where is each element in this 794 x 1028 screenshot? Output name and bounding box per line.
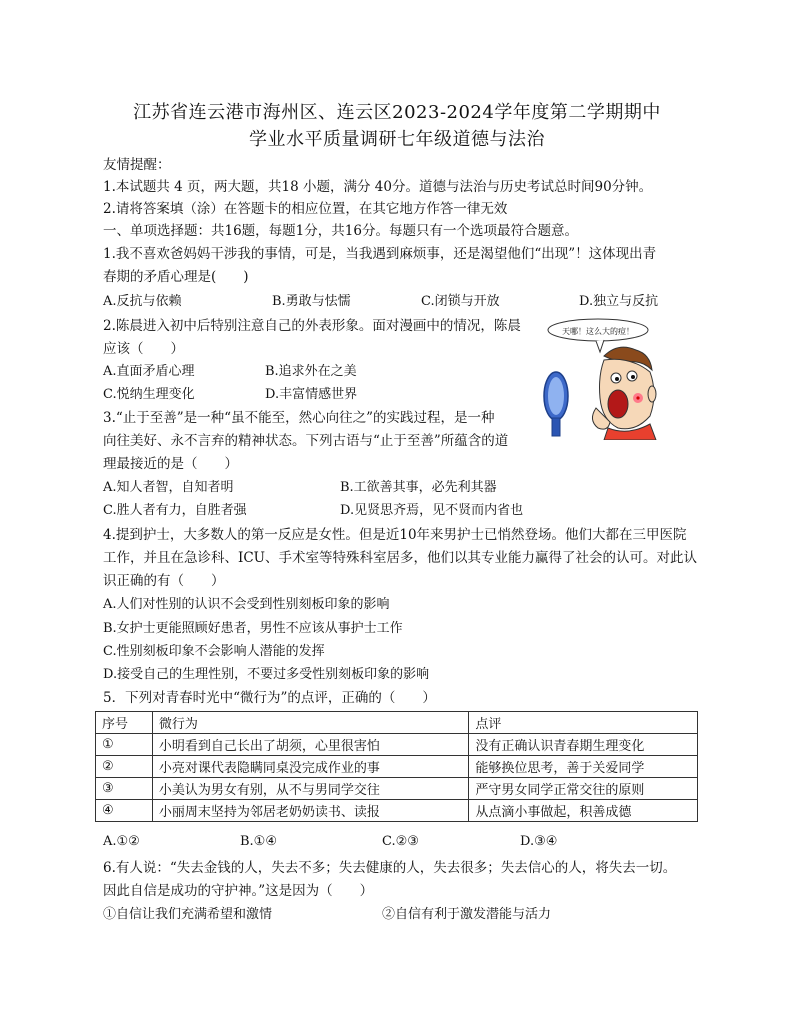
table-cell: ③ (96, 778, 153, 800)
table-cell: 小明看到自己长出了胡须，心里很害怕 (152, 734, 468, 756)
question-4-line-1: 4.提到护士，大多数人的第一反应是女性。但是近10年来男护士已悄然登场。他们大都在三甲医院 (103, 527, 687, 543)
q1-option-d: D.独立与反抗 (579, 294, 659, 309)
table-row (96, 734, 698, 756)
speech-bubble-text: 天哪！这么大的痘！ (562, 327, 634, 336)
q4-option-c: C.性别刻板印象不会影响人潜能的发挥 (103, 644, 325, 659)
table-header-cell: 序号 (96, 712, 153, 734)
question-6-line-2: 因此自信是成功的守护神。”这是因为（ ） (103, 883, 374, 899)
notice-heading: 友情提醒： (103, 157, 171, 173)
q1-option-b: B.勇敢与怯懦 (272, 294, 351, 309)
q6-item-1: ①自信让我们充满希望和激情 (103, 907, 273, 922)
q5-option-c: C.②③ (382, 834, 419, 849)
table-row (96, 778, 698, 800)
q3-option-b: B.工欲善其事，必先利其器 (340, 480, 497, 495)
table-cell: 小亮对课代表隐瞒同桌没完成作业的事 (152, 756, 468, 778)
table-cell: ① (96, 734, 153, 756)
q2-option-c: C.悦纳生理变化 (103, 387, 195, 402)
q4-option-d: D.接受自己的生理性别，不要过多受性别刻板印象的影响 (103, 667, 430, 682)
q6-item-2: ②自信有利于激发潜能与活力 (382, 907, 552, 922)
notice-item-1: 1.本试题共 4 页，两大题，共18 小题，满分 40分。道德与法治与历史考试总时间90分钟。 (103, 179, 653, 195)
question-3-line-3: 理最接近的是（ ） (103, 456, 238, 472)
q3-option-a: A.知人者智，自知者明 (103, 480, 234, 495)
q5-table (95, 711, 698, 822)
question-3-line-1: 3.“止于至善”是一种“虽不能至，然心向往之”的实践过程，是一种 (103, 410, 495, 426)
table-cell: ② (96, 756, 153, 778)
table-cell: 小美认为男女有别，从不与男同学交往 (152, 778, 468, 800)
q3-option-d: D.见贤思齐焉，见不贤而内省也 (340, 503, 524, 518)
q4-option-b: B.女护士更能照顾好患者，男性不应该从事护士工作 (103, 621, 403, 636)
question-6-line-1: 6.有人说：“失去金钱的人，失去不多；失去健康的人，失去很多；失去信心的人，将失去一切。 (103, 860, 677, 876)
question-2-line-2: 应该（ ） (103, 341, 184, 357)
q2-option-d: D.丰富情感世界 (265, 387, 358, 402)
table-cell: 没有正确认识青春期生理变化 (469, 734, 698, 756)
q5-option-d: D.③④ (520, 834, 558, 849)
q4-option-a: A.人们对性别的认识不会受到性别刻板印象的影响 (103, 597, 390, 612)
cartoon-illustration (538, 316, 668, 440)
question-1-line-1: 1.我不喜欢爸妈妈干涉我的事情，可是，当我遇到麻烦事，还是渴望他们“出现”！这体现出青 (103, 246, 657, 262)
question-5-line-1: 5．下列对青春时光中“微行为”的点评，正确的（ ） (103, 690, 436, 706)
table-row (96, 756, 698, 778)
q5-option-b: B.①④ (240, 834, 277, 849)
table-header-cell: 点评 (469, 712, 698, 734)
question-4-line-2: 工作，并且在急诊科、ICU、手术室等特殊科室居多，他们以其专业能力赢得了社会的认可。对此认 (103, 550, 698, 566)
section-heading: 一、单项选择题：共16题，每题1分，共16分。每题只有一个选项最符合题意。 (103, 223, 578, 239)
q2-option-a: A.直面矛盾心理 (103, 364, 195, 379)
table-cell: 从点滴小事做起，积善成德 (469, 800, 698, 822)
table-row (96, 800, 698, 822)
face (600, 359, 655, 429)
q2-option-b: B.追求外在之美 (265, 364, 357, 379)
q3-option-c: C.胜人者有力，自胜者强 (103, 503, 247, 518)
notice-item-2: 2.请将答案填（涂）在答题卡的相应位置，在其它地方作答一律无效 (103, 201, 508, 217)
table-header-row (96, 712, 698, 734)
q5-option-a: A.①② (103, 834, 140, 849)
table-cell: 能够换位思考，善于关爱同学 (469, 756, 698, 778)
exam-title-line1: 江苏省连云港市海州区、连云区2023-2024学年度第二学期期中 (133, 102, 661, 123)
exam-title-line2: 学业水平质量调研七年级道德与法治 (249, 129, 545, 150)
table-cell: ④ (96, 800, 153, 822)
question-3-line-2: 向往美好、永不言弃的精神状态。下列古语与“止于至善”所蕴含的道 (103, 433, 509, 449)
question-2-line-1: 2.陈晨进入初中后特别注意自己的外表形象。面对漫画中的情况，陈晨 (103, 318, 521, 334)
table-header-cell: 微行为 (152, 712, 468, 734)
question-1-line-2: 春期的矛盾心理是( ) (103, 269, 249, 285)
q1-option-a: A.反抗与依赖 (103, 294, 182, 309)
question-4-line-3: 识正确的有（ ） (103, 573, 225, 589)
table-cell: 小丽周末坚持为邻居老奶奶读书、读报 (152, 800, 468, 822)
q1-option-c: C.闭锁与开放 (421, 294, 500, 309)
table-cell: 严守男女同学正常交往的原则 (469, 778, 698, 800)
